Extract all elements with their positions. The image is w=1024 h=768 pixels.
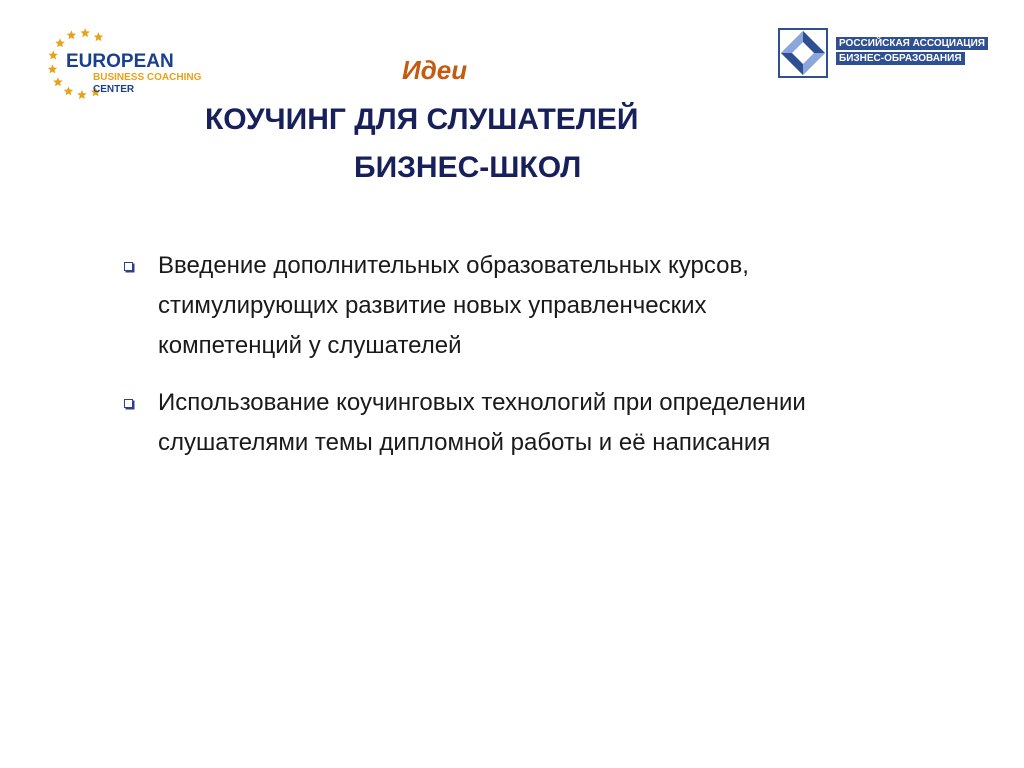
bullet-text: Введение дополнительных образовательных курсов, стимулирующих развитие новых управленческих компетенций у слушателей: [158, 252, 749, 359]
raso-logo-line1: РОССИЙСКАЯ АССОЦИАЦИЯ: [836, 37, 988, 50]
star-icon: [55, 38, 65, 47]
slide-title: [205, 96, 825, 192]
square-bullet-icon: [124, 399, 133, 408]
bullet-text: Использование коучинговых технологий при определении слушателями темы дипломной работы и её написания: [158, 389, 806, 456]
ebcc-logo-line2: BUSINESS COACHING: [93, 72, 202, 83]
star-icon: [48, 50, 58, 59]
raso-logo-line2: БИЗНЕС-ОБРАЗОВАНИЯ: [836, 52, 965, 65]
square-bullet-icon: [124, 262, 133, 271]
ebcc-logo-line1: EUROPEAN: [66, 51, 174, 72]
bullet-item: [122, 383, 822, 463]
raso-logo-text: [836, 37, 986, 67]
slide-subtitle: Идеи: [402, 55, 468, 85]
shutter-emblem-icon: [778, 28, 828, 78]
bullet-item: [122, 246, 822, 366]
european-business-coaching-center-logo: [48, 26, 208, 106]
slide-title-line2: БИЗНЕС-ШКОЛ: [354, 151, 582, 184]
star-icon: [48, 64, 57, 73]
slide-title-line1: КОУЧИНГ ДЛЯ СЛУШАТЕЛЕЙ: [205, 103, 639, 136]
star-icon: [53, 77, 63, 86]
ebcc-logo-line3: CENTER: [93, 84, 135, 95]
russian-business-education-association-logo: [778, 28, 988, 78]
star-icon: [80, 28, 90, 37]
ebcc-logo-text: [66, 52, 201, 96]
star-icon: [67, 30, 77, 39]
star-icon: [94, 32, 104, 41]
bullet-list: [122, 246, 822, 480]
